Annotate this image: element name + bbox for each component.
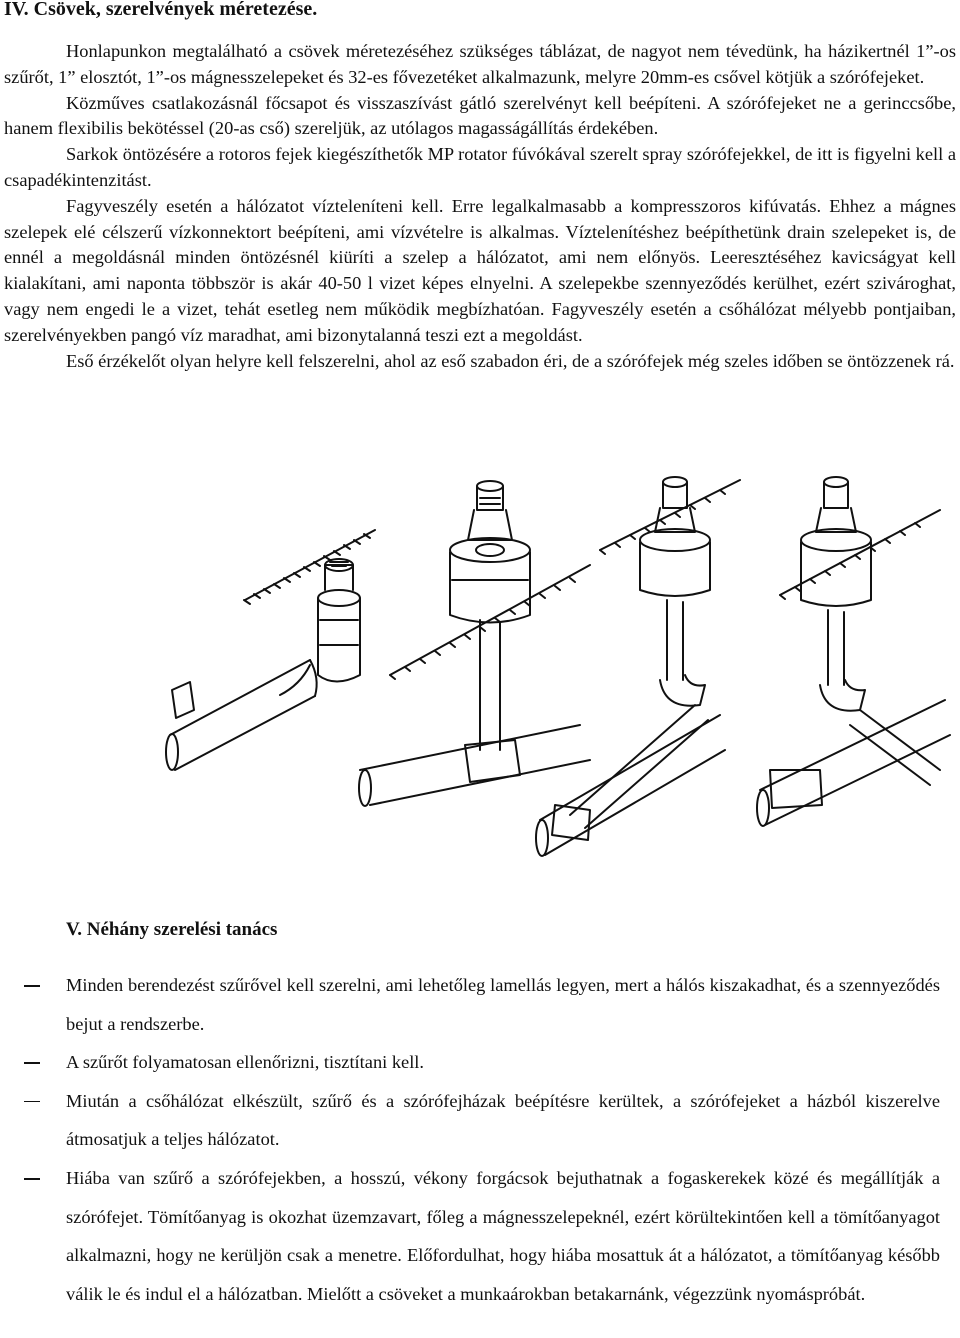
- variant-swing-joint: [536, 477, 740, 856]
- section-4-heading: IV. Csövek, szerelvények méretezése.: [4, 0, 318, 20]
- dash-bullet-icon: [24, 1101, 40, 1103]
- list-item: [0, 966, 960, 1043]
- list-item-text: Minden berendezést szűrővel kell szerelni, ami lehetőleg lamellás legyen, mert a hálós kiszakadhat, és a szennyeződés bejut a rendszerbe.: [66, 975, 940, 1034]
- dash-bullet-icon: [24, 1062, 40, 1064]
- variant-swing-joint-right: [757, 477, 950, 826]
- paragraph-utility-connection: Közműves csatlakozásnál főcsapot és visszaszívást gátló szerelvényt kell beépíteni. A szórófejeket ne a gerinccsőbe, hanem flexibilis bekötéssel (20-as cső) szereljük, az utólagos magasságállítás érdekében.: [4, 92, 956, 139]
- list-item-text: Miután a csőhálózat elkészült, szűrő és a szórófejházak beépítésre kerültek, a szórófejeket a házból kiszerelve átmosatjuk a teljes hálózatot.: [66, 1090, 940, 1150]
- list-item-text: Hiába van szűrő a szórófejekben, a hosszú, vékony forgácsok bejuthatnak a fogaskerekek közé és megállítják a szórófejet. Tömítőanyag is okozhat üzemzavart, főleg a mágnesszelepeknél, ezért körültekintően kell a tömítőanyagot alkalmazni, hogy ne kerüljön csak a menetre. Előfordulhat, hogy hiába mosattuk át a hálózatot, a tömítőanyag később válik le és indul el a hálózatban. Mielőtt a csöveket a munkaárokban betakarnánk, végezzünk nyomáspróbát.: [66, 1167, 940, 1304]
- section-4-body: [4, 39, 956, 374]
- paragraph-sizing: Honlapunkon megtalálható a csövek méretezéséhez szükséges táblázat, de nagyot nem tévedünk, ha házikertnél 1”-os szűrőt, 1” elosztót, 1”-os mágnesszelepeket és 32-es fővezetéket alkalmazunk, melyre 20mm-es csővel kötjük a szórófejeket.: [4, 41, 956, 87]
- dash-bullet-icon: [24, 985, 40, 987]
- paragraph-frost: Fagyveszély esetén a hálózatot vízteleníteni kell. Erre legalkalmasabb a kompresszoros kifúvatás. Ehhez a mágnes szelepek elé célszerű vízkonnektort beépíteni, ami vízvételre is alkalmas. Víztelenítéshez beépíthetünk drain szelepeket is, de ennél a megoldásnál minden öntözésnél kiüríti a szelep a hálózatot, ami nem előnyös. Leeresztéséhez kavicságyat kell kialakítani, ami naponta többször is akár 40-50 l vizet képes elnyelni. A szelepekbe szennyeződés kerülhet, ezért szivároghat, vagy nem engedi le a vizet, tehát esetleg nem működik megbízhatóan. Fagyveszély esetén a csőhálózat mélyebb pontjaiban, szerelvényekben pangó víz maradhat, ami bizonytalanná teszi ezt a megoldást.: [4, 195, 956, 345]
- variant-direct-mount: [166, 530, 375, 770]
- variant-riser-tee: [359, 481, 590, 806]
- paragraph-rain-sensor: Eső érzékelőt olyan helyre kell felszerelni, ahol az eső szabadon éri, de a szórófejek még szeles időben se öntözzenek rá.: [66, 350, 955, 371]
- section-5-heading: V. Néhány szerelési tanács: [66, 919, 278, 940]
- list-item: [0, 1082, 960, 1159]
- dash-bullet-icon: [24, 1178, 40, 1180]
- sprinkler-installation-illustration: [160, 470, 960, 890]
- list-item-text: A szűrőt folyamatosan ellenőrizni, tisztítani kell.: [66, 1052, 425, 1073]
- list-item: [0, 1159, 960, 1313]
- paragraph-corners: Sarkok öntözésére a rotoros fejek kiegészíthetők MP rotator fúvókával szerelt spray szórófejekkel, de itt is figyelni kell a csapadékintenzitást.: [4, 144, 956, 190]
- list-item: [0, 1043, 960, 1082]
- installation-tips-list: [0, 966, 960, 1313]
